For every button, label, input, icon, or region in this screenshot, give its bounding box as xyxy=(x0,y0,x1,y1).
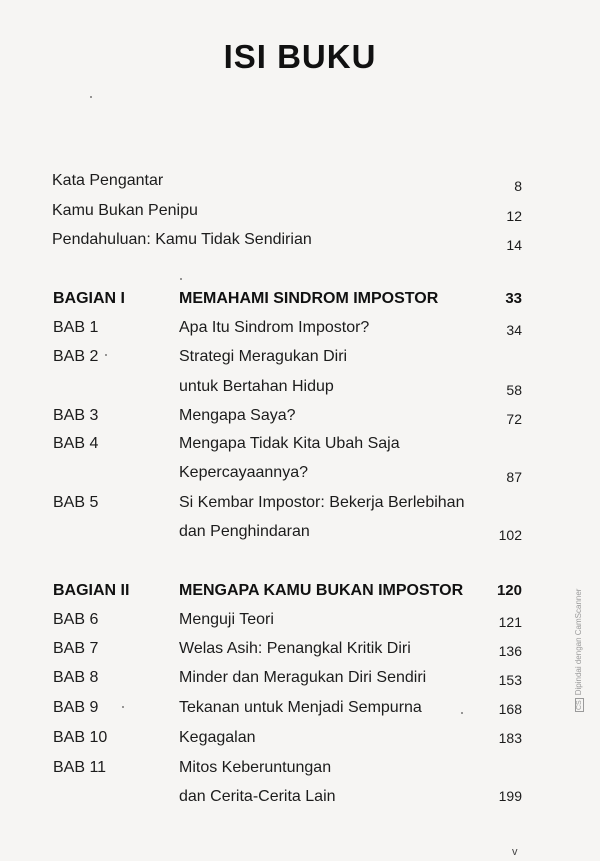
chapter-title: Mitos Keberuntungan xyxy=(179,759,332,776)
chapter-title: Tekanan untuk Menjadi Sempurna xyxy=(179,699,422,716)
chapter-title: Minder dan Meragukan Diri Sendiri xyxy=(179,669,427,686)
chapter-page: 72 xyxy=(506,411,522,427)
chapter-page: 168 xyxy=(498,701,522,717)
chapter-title-continued: dan Penghindaran xyxy=(179,523,310,540)
part-page: 120 xyxy=(496,582,522,599)
chapter-page: 102 xyxy=(498,527,522,543)
chapter-page: 136 xyxy=(498,643,522,659)
watermark-text: Dipindai dengan CamScanner xyxy=(574,588,583,696)
scanner-watermark xyxy=(574,589,584,712)
scan-speck xyxy=(122,706,124,708)
chapter-page: 153 xyxy=(498,672,522,688)
page-title: ISI BUKU xyxy=(223,38,377,75)
scan-speck xyxy=(461,712,463,714)
chapter-title: Strategi Meragukan Diri xyxy=(179,348,348,365)
chapter-label: BAB 2 xyxy=(53,348,99,365)
chapter-title: Mengapa Saya? xyxy=(179,407,296,424)
chapter-label: BAB 10 xyxy=(53,729,108,746)
chapter-label: BAB 3 xyxy=(53,407,99,424)
chapter-page: 58 xyxy=(506,382,522,398)
chapter-title: Menguji Teori xyxy=(179,611,274,628)
part-title: MEMAHAMI SINDROM IMPOSTOR xyxy=(179,290,439,307)
part-page: 33 xyxy=(505,290,522,307)
chapter-page: 183 xyxy=(498,730,522,746)
chapter-label: BAB 11 xyxy=(53,759,107,776)
chapter-page: 121 xyxy=(498,614,522,630)
toc-entry-title: Kata Pengantar xyxy=(52,172,164,189)
toc-entry-page: 8 xyxy=(514,178,522,194)
part-label: BAGIAN II xyxy=(53,582,130,599)
chapter-title-continued: Kepercayaannya? xyxy=(179,464,308,481)
scan-speck xyxy=(90,96,92,98)
chapter-title-continued: dan Cerita-Cerita Lain xyxy=(179,788,336,805)
chapter-label: BAB 4 xyxy=(53,435,99,452)
toc-entry-page: 12 xyxy=(506,208,522,224)
chapter-title-continued: untuk Bertahan Hidup xyxy=(179,378,334,395)
scan-speck xyxy=(180,278,182,280)
scan-speck xyxy=(105,354,107,356)
chapter-label: BAB 5 xyxy=(53,494,99,511)
chapter-label: BAB 7 xyxy=(53,640,99,657)
chapter-label: BAB 1 xyxy=(53,319,99,336)
chapter-page: 199 xyxy=(498,788,522,804)
toc-entry-title: Pendahuluan: Kamu Tidak Sendirian xyxy=(52,231,312,248)
page-footer-mark: v xyxy=(512,846,518,858)
chapter-label: BAB 8 xyxy=(53,669,99,686)
chapter-title: Welas Asih: Penangkal Kritik Diri xyxy=(179,640,411,657)
part-title: MENGAPA KAMU BUKAN IMPOSTOR xyxy=(179,582,464,599)
chapter-title: Kegagalan xyxy=(179,729,256,746)
chapter-title: Mengapa Tidak Kita Ubah Saja xyxy=(179,435,400,452)
chapter-page: 87 xyxy=(506,469,522,485)
toc-entry-title: Kamu Bukan Penipu xyxy=(52,202,198,219)
chapter-label: BAB 9 xyxy=(53,699,99,716)
chapter-page: 34 xyxy=(506,322,522,338)
chapter-title: Si Kembar Impostor: Bekerja Berlebihan xyxy=(179,494,465,511)
chapter-title: Apa Itu Sindrom Impostor? xyxy=(179,319,370,336)
chapter-label: BAB 6 xyxy=(53,611,99,628)
camscanner-logo-icon: CS xyxy=(576,700,583,710)
toc-entry-page: 14 xyxy=(506,237,522,253)
part-label: BAGIAN I xyxy=(53,290,125,307)
